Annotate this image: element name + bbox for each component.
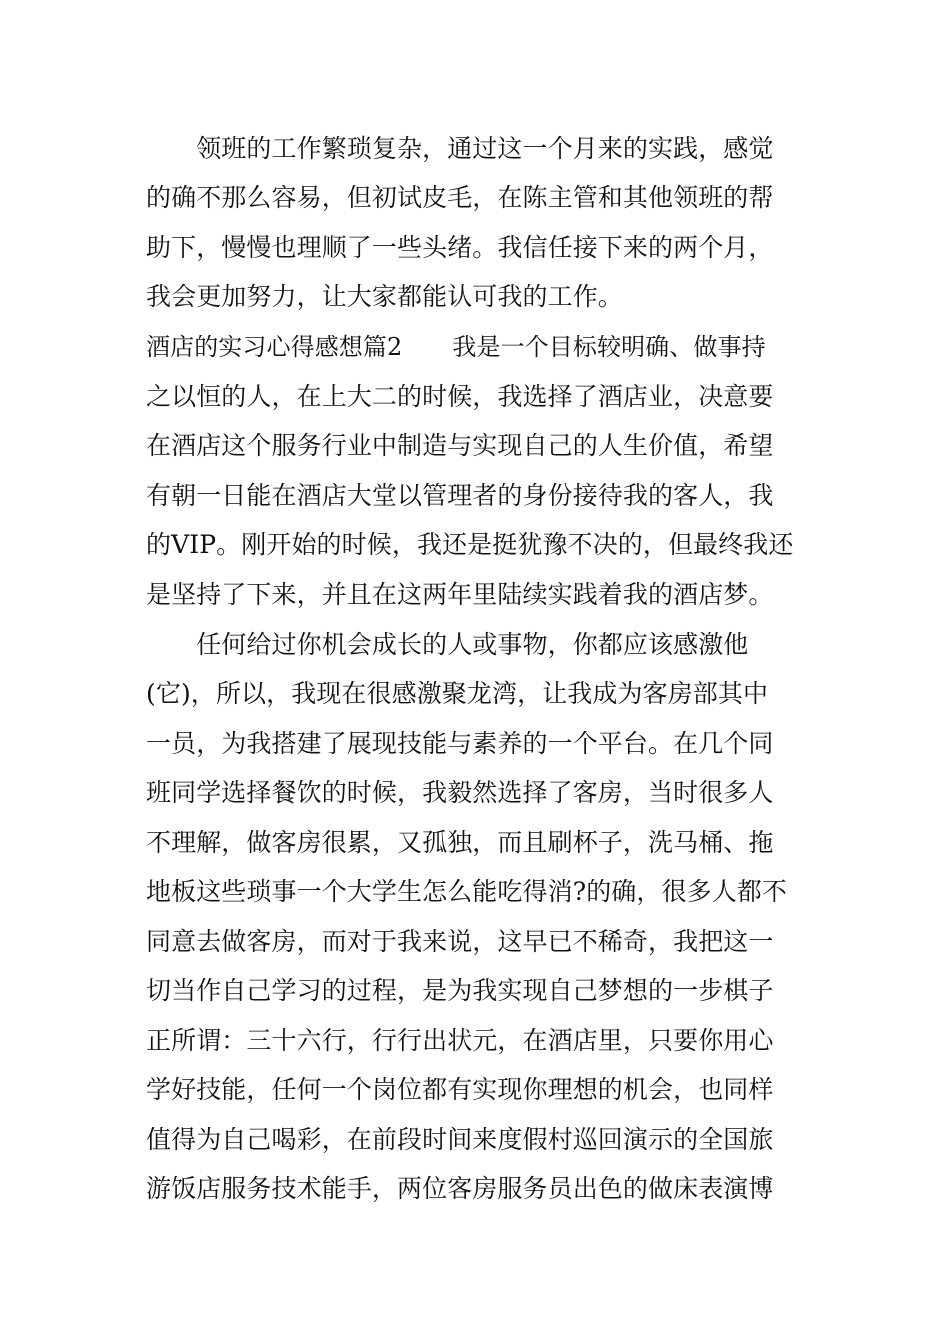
paragraph-line: 之以恒的人，在上大二的时候，我选择了酒店业，决意要 [146,382,774,411]
paragraph-line: 切当作自己学习的过程，是为我实现自己梦想的一步棋子 [146,976,774,1005]
paragraph-line: 同意去做客房，而对于我来说，这早已不稀奇，我把这一 [146,927,774,956]
paragraph-line: 是坚持了下来，并且在这两年里陆续实践着我的酒店梦。 [146,580,774,609]
paragraph-line: 值得为自己喝彩，在前段时间来度假村巡回演示的全国旅 [146,1125,774,1154]
paragraph-line: 不理解，做客房很累，又孤独，而且刷杯子，洗马桶、拖 [146,828,774,857]
paragraph-line: 在酒店这个服务行业中制造与实现自己的人生价值，希望 [146,431,774,460]
paragraph-line: 正所谓：三十六行，行行出状元，在酒店里，只要你用心 [146,1026,774,1055]
paragraph-start: 我是一个目标较明确、做事持 [452,333,766,361]
paragraph-line: 我会更加努力，让大家都能认可我的工作。 [146,282,623,311]
paragraph-line: 班同学选择餐饮的时候，我毅然选择了客房，当时很多人 [146,778,774,807]
paragraph-line: 任何给过你机会成长的人或事物，你都应该感激他 [146,630,749,659]
paragraph-line: 的VIP。刚开始的时候，我还是挺犹豫不决的，但最终我还 [146,530,794,559]
paragraph-line: 学好技能，任何一个岗位都有实现你理想的机会，也同样 [146,1075,774,1104]
section-heading: 酒店的实习心得感想篇2 [146,333,403,361]
paragraph-line: 一员，为我搭建了展现技能与素养的一个平台。在几个同 [146,729,774,758]
paragraph-line: 地板这些琐事一个大学生怎么能吃得消?的确，很多人都不 [146,877,788,906]
paragraph-line: (它)，所以，我现在很感激聚龙湾，让我成为客房部其中 [146,679,769,708]
paragraph-line: 有朝一日能在酒店大堂以管理者的身份接待我的客人，我 [146,481,774,510]
paragraph-line: 助下，慢慢也理顺了一些头绪。我信任接下来的两个月， [146,233,774,262]
paragraph-line: 领班的工作繁琐复杂，通过这一个月来的实践，感觉 [146,134,774,163]
paragraph-line: 游饭店服务技术能手，两位客房服务员出色的做床表演博 [146,1174,774,1203]
paragraph-line: 的确不那么容易，但初试皮毛，在陈主管和其他领班的帮 [146,183,774,212]
section-heading-line [146,331,806,363]
